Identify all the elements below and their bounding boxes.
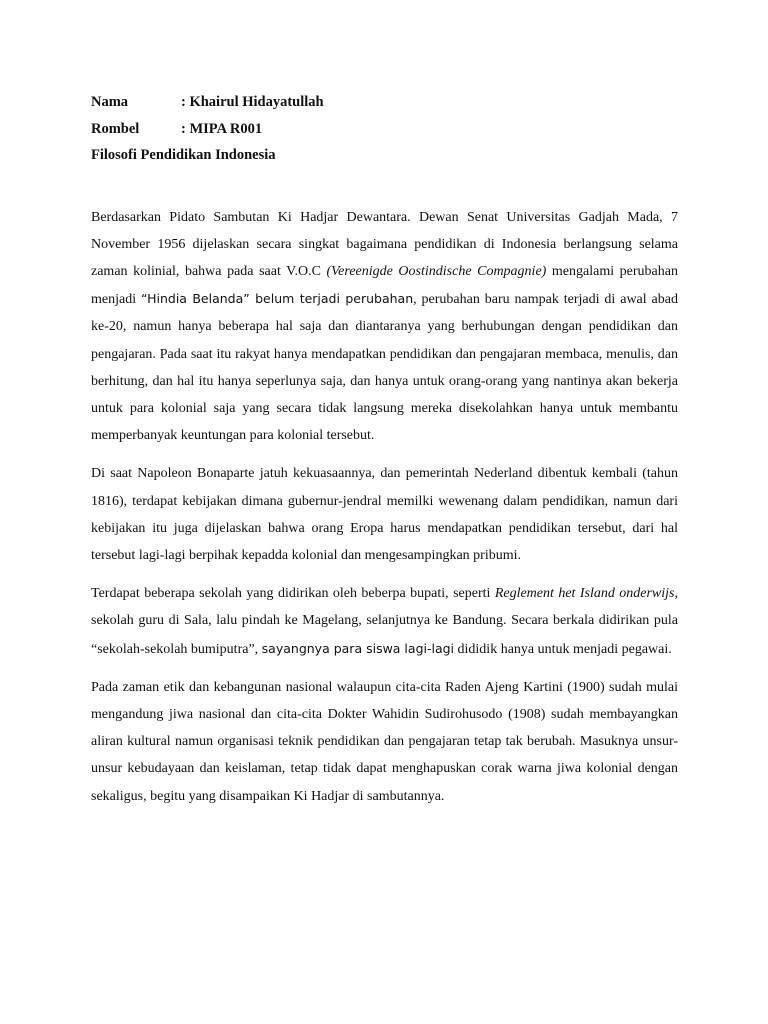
paragraph-3-sans-run: sayangnya para siswa lagi-lagi [261,640,455,656]
paragraph-3-part-a: Terdapat beberapa sekolah yang didirikan oleh beberpa bupati, seperti [91,586,495,602]
name-label: Nama [91,94,129,110]
paragraph-2: Di saat Napoleon Bonaparte jatuh kekuasaannya, dan pemerintah Nederland dibentuk kembali (tahun 1816), terdapat kebijakan dimana gubernur-jendral memilki wewenang dalam pendidikan, namun dari kebijakan itu juga dijelaskan bahwa orang Eropa harus mendapatkan pendidikan tersebut, dari hal tersebut lagi-lagi berpihak kepadda kolonial dan mengesampingkan pribumi. [91,466,678,563]
paragraph-1-sans-run: “Hindia Belanda” belum terjadi perubahan [141,291,414,307]
rombel-value: : MIPA R001 [181,120,263,137]
rombel-line [91,116,678,143]
document-title: Filosofi Pendidikan Indonesia [91,147,276,163]
paragraph-1-italic: (Vereenigde Oostindische Compagnie) [326,263,547,279]
paragraph-1-part-e: , perubahan baru nampak terjadi di awal abad ke-20, namun hanya beberapa hal saja dan diantaranya yang berhubungan dengan pendidikan dan pengajaran. Pada saat itu rakyat hanya mendapatkan pendidikan dan pengajaran membaca, menulis, dan berhitung, dan hal itu hanya seperlunya saja, dan hanya untuk orang-orang yang nantinya akan bekerja untuk para kolonial saja yang secara tidak langsung mereka disekolahkan hanya untuk membantu memperbanyak keuntungan para kolonial tersebut. [91,292,678,444]
spacer [91,169,678,204]
document-page [91,89,678,821]
paragraph-3-part-c: sekolah guru di Sala, lalu pindah ke Magelang, selanjutnya ke Bandung. Secara berkala didirikan pula “sekolah-sekolah bumiputra”, [91,613,678,657]
paragraph-3 [91,580,678,663]
paragraph-1-part-a: Berdasarkan Pidato Sambutan Ki Hadjar Dewantara. Dewan Senat Universitas Gadjah Mada, 7 November 1956 dijelaskan secara singkat bagaimana pendidikan di Indonesia berlangsung selama zaman kolinial, bahwa pada saat V.O.C [91,209,678,279]
paragraph-3-italic: Reglement het Island onderwijs, [494,586,678,602]
name-line [91,89,678,116]
paragraph-1-part-c: mengalami perubahan menjadi [91,263,678,308]
paragraph-3-part-e: dididik hanya untuk menjadi pegawai. [454,641,672,657]
paragraph-4: Pada zaman etik dan kebangunan nasional walaupun cita-cita Raden Ajeng Kartini (1900) sudah mulai mengandung jiwa nasional dan cita-cita Dokter Wahidin Sudirohusodo (1908) sudah membayangkan aliran kultural namun organisasi teknik pendidikan dan pengajaran tetap tak berubah. Masuknya unsur-unsur kebudayaan dan keislaman, tetap tidak dapat menghapuskan corak warna jiwa kolonial dengan sekaligus, begitu yang disampaikan Ki Hadjar di sambutannya. [91,679,678,804]
rombel-label: Rombel [91,120,140,137]
paragraph-1 [91,204,678,450]
name-value: : Khairul Hidayatullah [181,94,324,110]
